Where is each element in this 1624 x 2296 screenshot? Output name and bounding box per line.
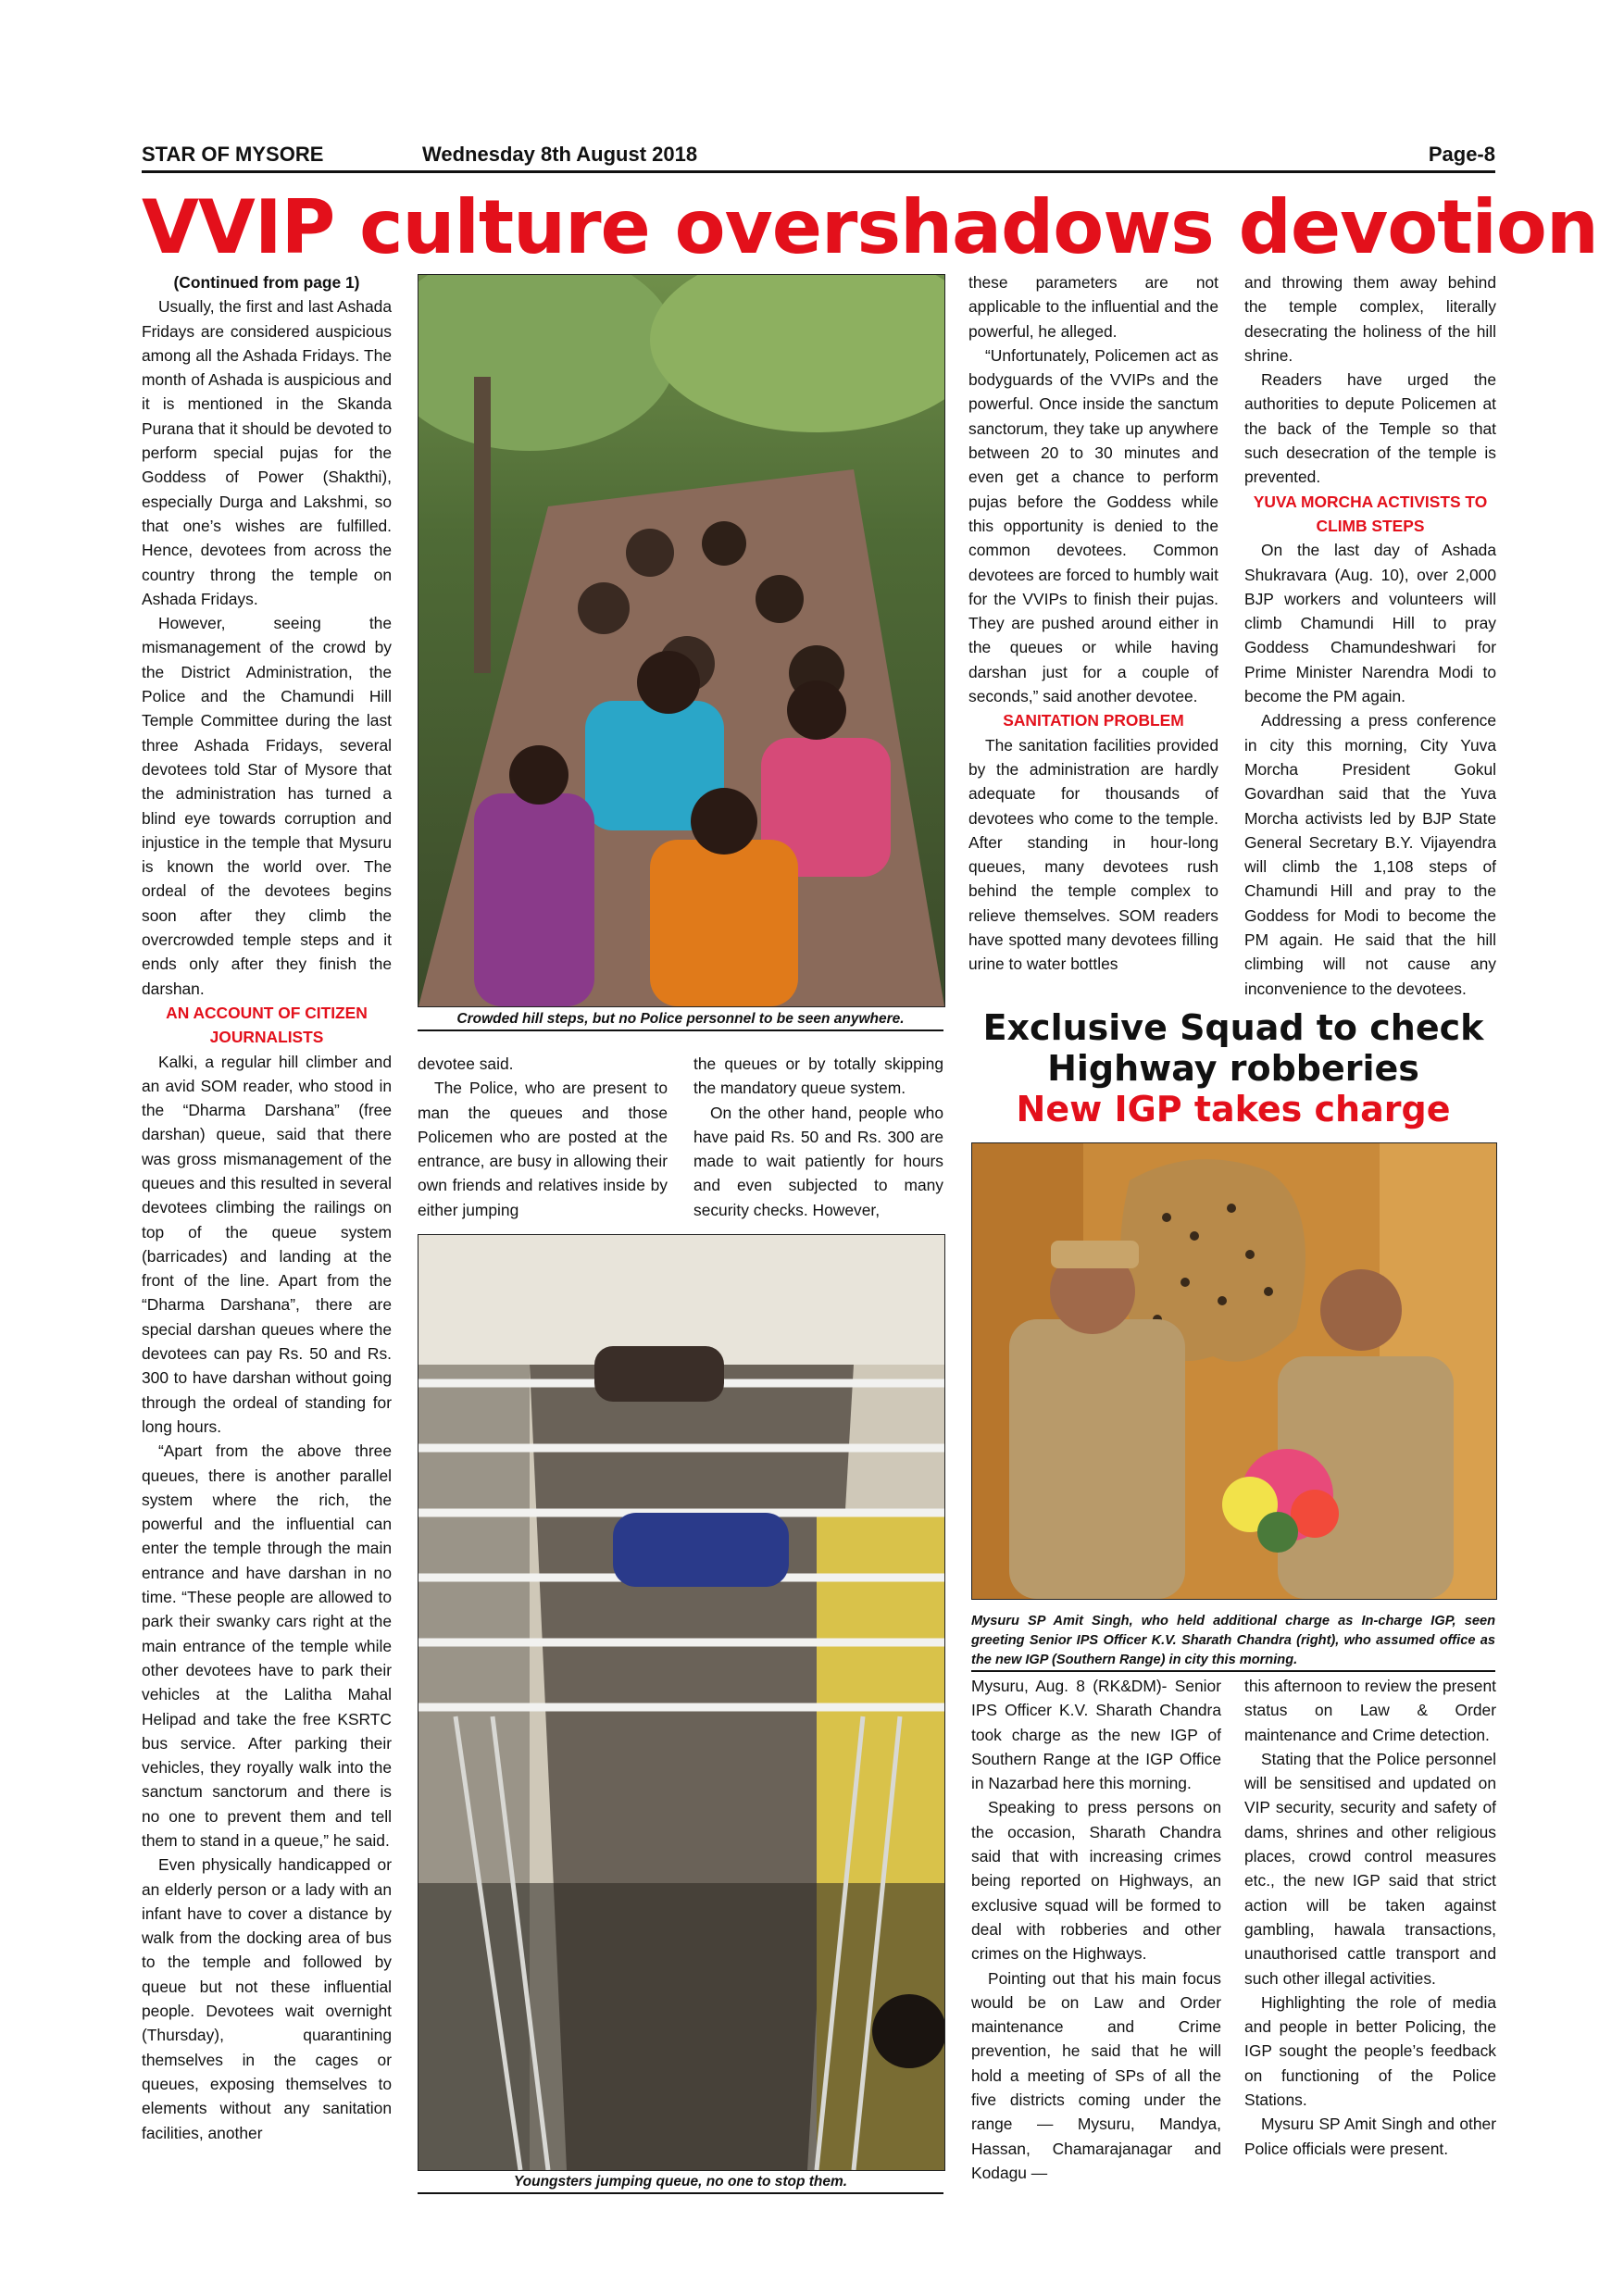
- paragraph: Kalki, a regular hill climber and an avid SOM reader, who stood in the “Dharma Darshana” (free darshan) queue, said that there was gross mismanagement of the queues and this resulted in several devotees climbing the railings on top of the queue system (barricades) and landing at the front of the line. Apart from the “Dharma Darshana”, there are special darshan queues where the devotees can pay Rs. 50 and Rs. 300 to have darshan without going through the ordeal of standing for long hours.: [142, 1052, 392, 1436]
- queue-photo-caption: Youngsters jumping queue, no one to stop them.: [418, 2172, 943, 2194]
- paragraph: Pointing out that his main focus would be on Law and Order maintenance and Crime prevention, he said that he will hold a meeting of SPs of all the five districts coming under the range — Mysuru, Mandya, Hassan, Chamarajanagar and Kodagu —: [971, 1968, 1221, 2182]
- article2-headline: [968, 1007, 1498, 1129]
- igp-photo: [971, 1142, 1497, 1600]
- paragraph: the queues or by totally skipping the mandatory queue system.: [693, 1054, 943, 1098]
- paragraph: Even physically handicapped or an elderly person or a lady with an infant have to cover a distance by walk from the docking area of bus to the temple and followed by queue but not these influential people. Devotees wait overnight (Thursday), quarantining themselves in the cages or queues, exposing themselves to elements without any sanitation facilities, another: [142, 1855, 392, 2142]
- paragraph: Mysuru SP Amit Singh and other Police officials were present.: [1244, 2115, 1496, 2158]
- paragraph: However, seeing the mismanagement of the crowd by the District Administration, the Police and the Chamundi Hill Temple Committee during the last three Ashada Fridays, several devotees told Star of Mysore that the administration has turned a blind eye towards corruption and injustice in the temple that Mysuru is known the world over. The ordeal of the devotees begins soon after they climb the overcrowded temple steps and it ends only after they finish the darshan.: [142, 614, 392, 998]
- paragraph: these parameters are not applicable to the influential and the powerful, he alleged.: [968, 273, 1218, 341]
- paragraph: On the other hand, people who have paid Rs. 50 and Rs. 300 are made to wait patiently for hours and even subjected to many security checks. However,: [693, 1103, 943, 1219]
- article1-column-3: [693, 1052, 943, 1222]
- masthead: [142, 143, 1495, 173]
- subhead-yuva-morcha: YUVA MORCHA ACTIVISTS TO CLIMB STEPS: [1253, 492, 1488, 535]
- queue-image: [418, 1235, 944, 2170]
- crowd-photo: [418, 274, 945, 1007]
- paragraph: and throwing them away behind the temple complex, literally desecrating the holiness of the hill shrine.: [1244, 273, 1496, 365]
- headline-line-3: New IGP takes charge: [1016, 1089, 1451, 1129]
- page-headline: VVIP culture overshadows devotion: [142, 184, 1598, 270]
- igp-image: [972, 1143, 1496, 1599]
- crowd-photo-caption: Crowded hill steps, but no Police personnel to be seen anywhere.: [418, 1009, 943, 1031]
- paper-name: STAR OF MYSORE: [142, 143, 324, 166]
- article1-column-5: [1244, 270, 1496, 1001]
- article2-column-2: [1244, 1674, 1496, 2161]
- paragraph: The Police, who are present to man the queues and those Policemen who are posted at the entrance, are busy in allowing their own friends and relatives inside by either jumping: [418, 1079, 668, 1219]
- paragraph: On the last day of Ashada Shukravara (Aug. 10), over 2,000 BJP workers and volunteers will climb Chamundi Hill to pray Goddess Chamundeshwari for Prime Minister Narendra Modi to become the PM again.: [1244, 541, 1496, 706]
- headline-line-2: Highway robberies: [1047, 1048, 1419, 1089]
- article1-column-1: [142, 270, 392, 2145]
- issue-date: Wednesday 8th August 2018: [422, 143, 698, 166]
- paragraph: Stating that the Police personnel will be sensitised and updated on VIP security, security and safety of dams, shrines and other religious places, crowd control measures etc., the new IGP said that strict action will be taken against gambling, hawala transactions, unauthorised cattle transport and such other illegal activities.: [1244, 1749, 1496, 1988]
- article1-column-4: [968, 270, 1218, 977]
- continued-note: (Continued from page 1): [173, 273, 360, 292]
- article2-column-1: [971, 1674, 1221, 2185]
- headline-line-1: Exclusive Squad to check: [982, 1007, 1484, 1048]
- paragraph: Speaking to press persons on the occasion, Sharath Chandra said that with increasing crimes being reported on Highways, an exclusive squad will be formed to deal with robberies and other crimes on the Highways.: [971, 1798, 1221, 1964]
- paragraph: Addressing a press conference in city this morning, City Yuva Morcha President Gokul Govardhan said that the Yuva Morcha activists led by BJP State General Secretary B.Y. Vijayendra will climb the 1,108 steps of Chamundi Hill and pray to the Goddess for Modi to become the PM again. He said that the hill climbing will not cause any inconvenience to the devotees.: [1244, 711, 1496, 998]
- paragraph: Readers have urged the authorities to depute Policemen at the back of the Temple so that such desecration of the temple is prevented.: [1244, 370, 1496, 487]
- queue-photo: [418, 1234, 945, 2171]
- paragraph: Usually, the first and last Ashada Fridays are considered auspicious among all the Ashada Fridays. The month of Ashada is auspicious and it is mentioned in the Skanda Purana that it should be devoted to perform special pujas for the Goddess of Power (Shakthi), especially Durga and Lakshmi, so that one’s wishes are fulfilled. Hence, devotees from across the country throng the temple on Ashada Fridays.: [142, 297, 392, 608]
- subhead-sanitation: SANITATION PROBLEM: [1003, 711, 1184, 730]
- paragraph: this afternoon to review the present status on Law & Order maintenance and Crime detection.: [1244, 1677, 1496, 1744]
- paragraph: Highlighting the role of media and people in better Policing, the IGP sought the people’s feedback on functioning of the Police Stations.: [1244, 1992, 1496, 2110]
- paragraph: “Unfortunately, Policemen act as bodyguards of the VVIPs and the powerful. Once inside the sanctum sanctorum, they take up anywhere between 20 to 30 minutes and even get a chance to perform pujas before the Goddess while this opportunity is denied to the common devotees. Common devotees are forced to humbly wait for the VVIPs to finish their pujas. They are pushed around either in the queues or while having darshan just for a couple of seconds,” said another devotee.: [968, 345, 1218, 706]
- article1-column-2: [418, 1052, 668, 1222]
- crowd-image: [418, 275, 944, 1006]
- page-number: Page-8: [1428, 143, 1495, 166]
- paragraph: “Apart from the above three queues, there is another parallel system where the rich, the powerful and the influential can enter the temple through the main entrance and have darshan in no time. “These people are allowed to park their swanky cars right at the main entrance of the temple while other devotees have to park their vehicles at the Lalitha Mahal Helipad and take the free KSRTC bus service. After parking their vehicles, they royally walk into the sanctum sanctorum and there is no one to prevent them and tell them to stand in a queue,” he said.: [142, 1441, 392, 1850]
- subhead-citizen-journalists: AN ACCOUNT OF CITIZEN JOURNALISTS: [166, 1003, 368, 1047]
- paragraph: Mysuru, Aug. 8 (RK&DM)- Senior IPS Officer K.V. Sharath Chandra took charge as the new IGP of Southern Range at the IGP Office in Nazarbad here this morning.: [971, 1677, 1221, 1793]
- paragraph: devotee said.: [418, 1054, 514, 1073]
- igp-photo-caption: Mysuru SP Amit Singh, who held additional charge as In-charge IGP, seen greeting Senior IPS Officer K.V. Sharath Chandra (right), who assumed office as the new IGP (Southern Range) in city this morning.: [971, 1612, 1495, 1672]
- paragraph: The sanitation facilities provided by the administration are hardly adequate for thousands of devotees who come to the temple. After standing in hour-long queues, many devotees rush behind the temple complex to relieve themselves. SOM readers have spotted many devotees filling urine to water bottles: [968, 735, 1218, 974]
